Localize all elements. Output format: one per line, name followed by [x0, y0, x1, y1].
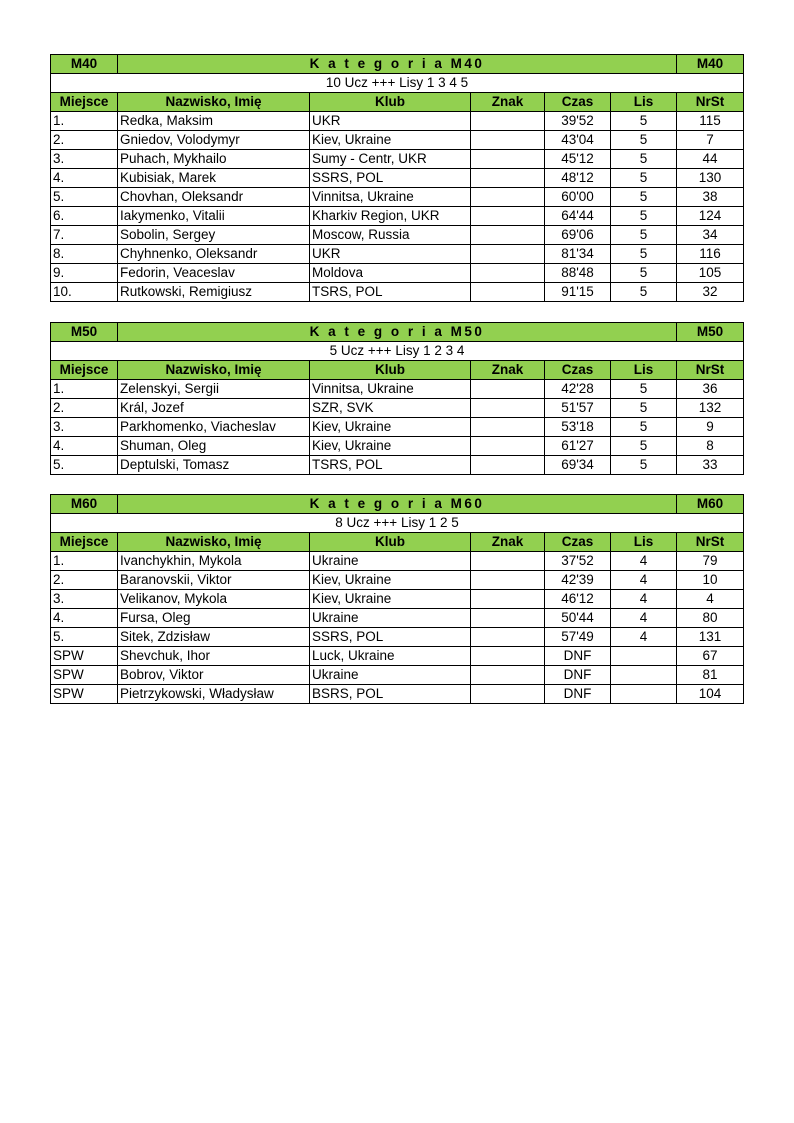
place-cell: 2.: [51, 399, 118, 418]
time-cell: 69'34: [545, 456, 611, 475]
column-header-club: Klub: [310, 93, 471, 112]
club-cell: Kiev, Ukraine: [310, 590, 471, 609]
time-cell: 48'12: [545, 169, 611, 188]
club-cell: SZR, SVK: [310, 399, 471, 418]
fox-cell: 5: [611, 456, 677, 475]
place-cell: 2.: [51, 571, 118, 590]
category-code-right: M40: [677, 55, 744, 74]
name-cell: Zelenskyi, Sergii: [118, 380, 310, 399]
place-cell: 1.: [51, 112, 118, 131]
club-cell: UKR: [310, 112, 471, 131]
fox-cell: 4: [611, 628, 677, 647]
category-info: 8 Ucz +++ Lisy 1 2 5: [51, 514, 744, 533]
table-row: [51, 418, 744, 437]
fox-cell: [611, 647, 677, 666]
mark-cell: [471, 666, 545, 685]
place-cell: SPW: [51, 666, 118, 685]
table-row: [51, 112, 744, 131]
time-cell: 51'57: [545, 399, 611, 418]
fox-cell: 4: [611, 571, 677, 590]
column-header-place: Miejsce: [51, 533, 118, 552]
name-cell: Iakymenko, Vitalii: [118, 207, 310, 226]
category-code-left: M50: [51, 323, 118, 342]
place-cell: 8.: [51, 245, 118, 264]
club-cell: Kiev, Ukraine: [310, 131, 471, 150]
mark-cell: [471, 399, 545, 418]
name-cell: Baranovskii, Viktor: [118, 571, 310, 590]
table-row: [51, 131, 744, 150]
name-cell: Sobolin, Sergey: [118, 226, 310, 245]
start-no-cell: 116: [677, 245, 744, 264]
table-row: [51, 245, 744, 264]
table-row: [51, 590, 744, 609]
name-cell: Bobrov, Viktor: [118, 666, 310, 685]
table-row: [51, 456, 744, 475]
place-cell: 6.: [51, 207, 118, 226]
column-header-row: [51, 361, 744, 380]
start-no-cell: 38: [677, 188, 744, 207]
fox-cell: 5: [611, 264, 677, 283]
column-header-time: Czas: [545, 361, 611, 380]
club-cell: Vinnitsa, Ukraine: [310, 188, 471, 207]
name-cell: Pietrzykowski, Władysław: [118, 685, 310, 704]
time-cell: 61'27: [545, 437, 611, 456]
mark-cell: [471, 283, 545, 302]
table-row: [51, 685, 744, 704]
name-cell: Shevchuk, Ihor: [118, 647, 310, 666]
club-cell: SSRS, POL: [310, 169, 471, 188]
start-no-cell: 124: [677, 207, 744, 226]
category-code-right: M50: [677, 323, 744, 342]
name-cell: Deptulski, Tomasz: [118, 456, 310, 475]
mark-cell: [471, 609, 545, 628]
table-row: [51, 226, 744, 245]
club-cell: Kiev, Ukraine: [310, 418, 471, 437]
club-cell: Kiev, Ukraine: [310, 437, 471, 456]
table-row: [51, 628, 744, 647]
mark-cell: [471, 552, 545, 571]
column-header-fox: Lis: [611, 361, 677, 380]
start-no-cell: 132: [677, 399, 744, 418]
place-cell: 4.: [51, 437, 118, 456]
column-header-start-no: NrSt: [677, 361, 744, 380]
name-cell: Kubisiak, Marek: [118, 169, 310, 188]
place-cell: SPW: [51, 685, 118, 704]
fox-cell: 5: [611, 283, 677, 302]
column-header-name: Nazwisko, Imię: [118, 361, 310, 380]
fox-cell: 5: [611, 207, 677, 226]
club-cell: SSRS, POL: [310, 628, 471, 647]
name-cell: Puhach, Mykhailo: [118, 150, 310, 169]
fox-cell: 5: [611, 188, 677, 207]
column-header-start-no: NrSt: [677, 533, 744, 552]
name-cell: Gniedov, Volodymyr: [118, 131, 310, 150]
time-cell: 45'12: [545, 150, 611, 169]
start-no-cell: 4: [677, 590, 744, 609]
fox-cell: 4: [611, 590, 677, 609]
time-cell: 39'52: [545, 112, 611, 131]
time-cell: 88'48: [545, 264, 611, 283]
table-row: [51, 552, 744, 571]
start-no-cell: 44: [677, 150, 744, 169]
place-cell: 3.: [51, 418, 118, 437]
category-title: K a t e g o r i a M60: [118, 495, 677, 514]
place-cell: 5.: [51, 188, 118, 207]
fox-cell: 4: [611, 609, 677, 628]
table-row: [51, 380, 744, 399]
club-cell: Moscow, Russia: [310, 226, 471, 245]
time-cell: 50'44: [545, 609, 611, 628]
column-header-time: Czas: [545, 533, 611, 552]
name-cell: Velikanov, Mykola: [118, 590, 310, 609]
time-cell: 43'04: [545, 131, 611, 150]
start-no-cell: 9: [677, 418, 744, 437]
start-no-cell: 79: [677, 552, 744, 571]
mark-cell: [471, 456, 545, 475]
time-cell: 60'00: [545, 188, 611, 207]
club-cell: BSRS, POL: [310, 685, 471, 704]
category-header: [51, 495, 744, 514]
table-row: [51, 169, 744, 188]
category-header: [51, 323, 744, 342]
fox-cell: 5: [611, 150, 677, 169]
club-cell: Ukraine: [310, 609, 471, 628]
club-cell: Kharkiv Region, UKR: [310, 207, 471, 226]
table-row: [51, 207, 744, 226]
column-header-name: Nazwisko, Imię: [118, 533, 310, 552]
fox-cell: 4: [611, 552, 677, 571]
column-header-mark: Znak: [471, 93, 545, 112]
fox-cell: 5: [611, 169, 677, 188]
club-cell: Kiev, Ukraine: [310, 571, 471, 590]
start-no-cell: 130: [677, 169, 744, 188]
column-header-mark: Znak: [471, 533, 545, 552]
start-no-cell: 104: [677, 685, 744, 704]
name-cell: Sitek, Zdzisław: [118, 628, 310, 647]
club-cell: TSRS, POL: [310, 456, 471, 475]
name-cell: Král, Jozef: [118, 399, 310, 418]
column-header-fox: Lis: [611, 93, 677, 112]
start-no-cell: 67: [677, 647, 744, 666]
table-row: [51, 283, 744, 302]
start-no-cell: 32: [677, 283, 744, 302]
mark-cell: [471, 245, 545, 264]
fox-cell: [611, 685, 677, 704]
place-cell: 5.: [51, 628, 118, 647]
mark-cell: [471, 188, 545, 207]
column-header-name: Nazwisko, Imię: [118, 93, 310, 112]
name-cell: Rutkowski, Remigiusz: [118, 283, 310, 302]
mark-cell: [471, 647, 545, 666]
category-table-m50: [50, 322, 744, 475]
time-cell: DNF: [545, 666, 611, 685]
table-row: [51, 666, 744, 685]
place-cell: 2.: [51, 131, 118, 150]
table-row: [51, 571, 744, 590]
mark-cell: [471, 131, 545, 150]
fox-cell: 5: [611, 418, 677, 437]
start-no-cell: 81: [677, 666, 744, 685]
mark-cell: [471, 685, 545, 704]
fox-cell: 5: [611, 437, 677, 456]
column-header-start-no: NrSt: [677, 93, 744, 112]
time-cell: 53'18: [545, 418, 611, 437]
start-no-cell: 105: [677, 264, 744, 283]
column-header-row: [51, 533, 744, 552]
club-cell: UKR: [310, 245, 471, 264]
place-cell: 3.: [51, 150, 118, 169]
column-header-club: Klub: [310, 361, 471, 380]
start-no-cell: 7: [677, 131, 744, 150]
place-cell: 1.: [51, 552, 118, 571]
place-cell: 7.: [51, 226, 118, 245]
fox-cell: 5: [611, 226, 677, 245]
name-cell: Ivanchykhin, Mykola: [118, 552, 310, 571]
name-cell: Fedorin, Veaceslav: [118, 264, 310, 283]
table-row: [51, 609, 744, 628]
start-no-cell: 34: [677, 226, 744, 245]
category-code-left: M40: [51, 55, 118, 74]
category-info: 10 Ucz +++ Lisy 1 3 4 5: [51, 74, 744, 93]
club-cell: Sumy - Centr, UKR: [310, 150, 471, 169]
mark-cell: [471, 112, 545, 131]
mark-cell: [471, 380, 545, 399]
time-cell: 46'12: [545, 590, 611, 609]
start-no-cell: 8: [677, 437, 744, 456]
time-cell: 42'39: [545, 571, 611, 590]
club-cell: Moldova: [310, 264, 471, 283]
time-cell: 69'06: [545, 226, 611, 245]
mark-cell: [471, 590, 545, 609]
start-no-cell: 33: [677, 456, 744, 475]
mark-cell: [471, 418, 545, 437]
time-cell: 37'52: [545, 552, 611, 571]
name-cell: Parkhomenko, Viacheslav: [118, 418, 310, 437]
mark-cell: [471, 628, 545, 647]
name-cell: Chovhan, Oleksandr: [118, 188, 310, 207]
category-code-right: M60: [677, 495, 744, 514]
fox-cell: 5: [611, 131, 677, 150]
category-code-left: M60: [51, 495, 118, 514]
category-title: K a t e g o r i a M50: [118, 323, 677, 342]
club-cell: Ukraine: [310, 552, 471, 571]
start-no-cell: 80: [677, 609, 744, 628]
mark-cell: [471, 571, 545, 590]
mark-cell: [471, 437, 545, 456]
start-no-cell: 36: [677, 380, 744, 399]
place-cell: 5.: [51, 456, 118, 475]
place-cell: 4.: [51, 609, 118, 628]
category-table-m60: [50, 494, 744, 704]
place-cell: 4.: [51, 169, 118, 188]
club-cell: Luck, Ukraine: [310, 647, 471, 666]
place-cell: 9.: [51, 264, 118, 283]
place-cell: 1.: [51, 380, 118, 399]
place-cell: 10.: [51, 283, 118, 302]
fox-cell: 5: [611, 245, 677, 264]
start-no-cell: 10: [677, 571, 744, 590]
table-row: [51, 150, 744, 169]
name-cell: Shuman, Oleg: [118, 437, 310, 456]
name-cell: Redka, Maksim: [118, 112, 310, 131]
fox-cell: 5: [611, 112, 677, 131]
time-cell: 91'15: [545, 283, 611, 302]
time-cell: DNF: [545, 685, 611, 704]
time-cell: 81'34: [545, 245, 611, 264]
mark-cell: [471, 207, 545, 226]
table-row: [51, 437, 744, 456]
column-header-time: Czas: [545, 93, 611, 112]
column-header-fox: Lis: [611, 533, 677, 552]
time-cell: 42'28: [545, 380, 611, 399]
column-header-mark: Znak: [471, 361, 545, 380]
time-cell: 64'44: [545, 207, 611, 226]
table-row: [51, 399, 744, 418]
mark-cell: [471, 169, 545, 188]
place-cell: 3.: [51, 590, 118, 609]
time-cell: 57'49: [545, 628, 611, 647]
column-header-place: Miejsce: [51, 93, 118, 112]
mark-cell: [471, 150, 545, 169]
time-cell: DNF: [545, 647, 611, 666]
category-info: 5 Ucz +++ Lisy 1 2 3 4: [51, 342, 744, 361]
table-row: [51, 188, 744, 207]
club-cell: Ukraine: [310, 666, 471, 685]
column-header-club: Klub: [310, 533, 471, 552]
start-no-cell: 115: [677, 112, 744, 131]
fox-cell: 5: [611, 380, 677, 399]
start-no-cell: 131: [677, 628, 744, 647]
column-header-place: Miejsce: [51, 361, 118, 380]
name-cell: Chyhnenko, Oleksandr: [118, 245, 310, 264]
category-header: [51, 55, 744, 74]
category-table-m40: [50, 54, 744, 302]
table-row: [51, 264, 744, 283]
place-cell: SPW: [51, 647, 118, 666]
table-row: [51, 647, 744, 666]
fox-cell: [611, 666, 677, 685]
name-cell: Fursa, Oleg: [118, 609, 310, 628]
category-title: K a t e g o r i a M40: [118, 55, 677, 74]
mark-cell: [471, 264, 545, 283]
mark-cell: [471, 226, 545, 245]
fox-cell: 5: [611, 399, 677, 418]
club-cell: Vinnitsa, Ukraine: [310, 380, 471, 399]
club-cell: TSRS, POL: [310, 283, 471, 302]
column-header-row: [51, 93, 744, 112]
